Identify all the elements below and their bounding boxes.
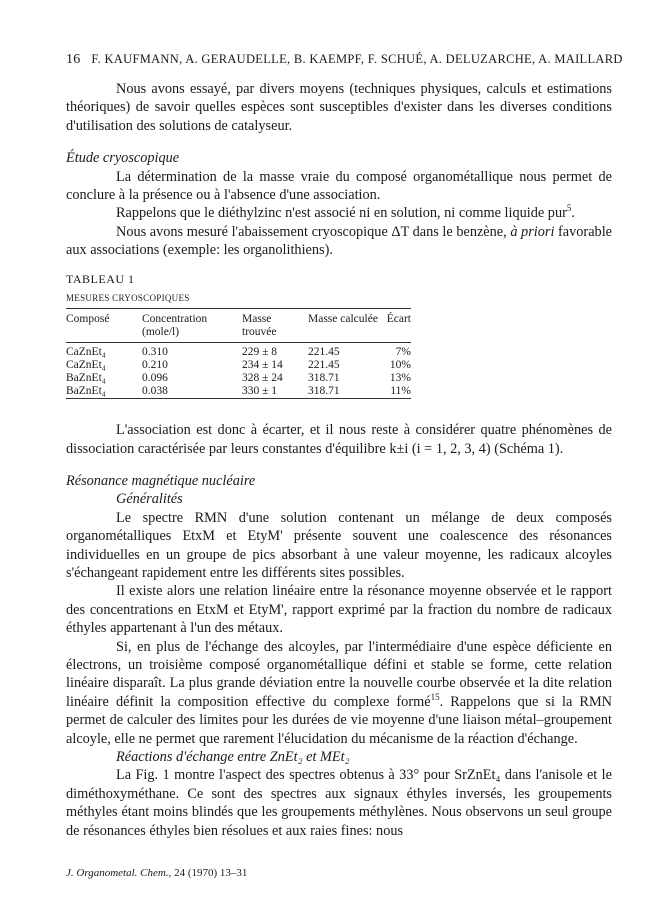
subheading-reactions: Réactions d'échange entre ZnEt₂ et MEt₂ xyxy=(116,749,350,766)
intro-paragraph: Nous avons essayé, par divers moyens (techniques physiques, calculs et estimations théoriques) de savoir quelles espèces sont susceptibles d'exister dans les diverses conditions d'utilisation des solutions de catalyseur. xyxy=(66,81,612,134)
journal-name: J. Organometal. Chem., xyxy=(66,867,172,879)
reference-marker: 15 xyxy=(430,692,440,703)
journal-citation: 24 (1970) 13–31 xyxy=(174,867,248,879)
table-subtitle: MESURES CRYOSCOPIQUES xyxy=(66,292,190,303)
running-header xyxy=(66,52,623,68)
section-heading-cryoscopy: Étude cryoscopique xyxy=(66,150,180,167)
reference-marker: 5 xyxy=(566,203,572,214)
cryo-paragraph-3: Nous avons mesuré l'abaissement cryoscopique ΔT dans le benzène, à priori favorable aux associations (exemple: les organolithiens). xyxy=(66,223,613,259)
nmr-paragraph-1: Le spectre RMN d'une solution contenant un mélange de deux composés organométalliques EtxM et EtyM' présente souvent une coalescence des résonances individuelles en un groupe de pics absorbant à une valeur moyenne, les radicaux alcoyles s'échangeant rapidement entre les différents sites possibles. xyxy=(66,509,612,581)
author-list: F. KAUFMANN, A. GERAUDELLE, B. KAEMPF, F. SCHUÉ, A. DELUZARCHE, A. MAILLARD xyxy=(91,52,623,66)
section-heading-nmr: Résonance magnétique nucléaire xyxy=(66,472,256,489)
journal-footer xyxy=(66,867,247,879)
cryo-paragraph-2: Rappelons que le diéthylzinc n'est associé ni en solution, ni comme liquide pur$^5$. xyxy=(116,203,575,222)
col-header-compose: Composé xyxy=(66,312,110,325)
page-number: 16 xyxy=(66,52,81,67)
table-row: BaZnEt₄ 0.038 330 ± 1 318.71 11% xyxy=(66,385,411,398)
cryoscopy-table xyxy=(66,308,411,400)
table-title: TABLEAU 1 xyxy=(66,271,135,286)
col-header-concentration: Concentration (mole/l) xyxy=(142,312,208,338)
nmr-paragraph-4: La Fig. 1 montre l'aspect des spectres obtenus à 33° pour SrZnEt₄ dans l'anisole et le diméthoxyméthane. Ce sont des spectres aux signaux éthyles inversés, les groupements méthyles étant moins blindés que les groupements méthylènes. Nous observons un seul groupe de résonances éthyles bien résolues et aux raies fines: nous xyxy=(66,767,612,839)
nmr-paragraph-3: Si, en plus de l'échange des alcoyles, par l'intermédiaire d'une espèce déficiente en électrons, un troisième composé organométallique défini et stable se forme, cette relation linéaire disparaît. La plus grande déviation entre la nouvelle courbe observée et la dite relation linéaire définit la composition effective du complexe formé$^{15}$. Rappelons que si la RMN permet de calculer des limites pour les durées de vie moyenne d'une liaison métal–groupement alcoyle, elle ne permet que rarement l'élucidation du mécanisme de la réaction d'échange. xyxy=(66,638,612,747)
subheading-generalites: Généralités xyxy=(116,491,183,508)
col-header-masse-calculee: Masse calculée xyxy=(308,312,378,325)
col-header-masse-trouvee: Masse trouvée xyxy=(242,312,277,338)
table-row: BaZnEt₄ 0.096 328 ± 24 318.71 13% xyxy=(66,372,411,385)
table-row: CaZnEt₄ 0.310 229 ± 8 221.45 7% xyxy=(66,346,411,359)
cryo-paragraph-1: La détermination de la masse vraie du composé organométallique nous permet de conclure à la présence ou à l'absence d'une association. xyxy=(66,168,612,204)
page-body xyxy=(66,80,612,840)
dissociation-paragraph: L'association est donc à écarter, et il nous reste à considérer quatre phénomènes de dissociation caractérisée par leurs constantes d'équilibre k±i (i = 1, 2, 3, 4) (Schéma 1). xyxy=(66,422,612,457)
nmr-paragraph-2: Il existe alors une relation linéaire entre la résonance moyenne observée et le rapport des concentrations en EtxM et EtyM', rapport exprimé par la fraction du nombre de radicaux éthyles appartenant à l'un des métaux. xyxy=(66,583,612,637)
col-header-ecart: Écart xyxy=(386,312,411,325)
table-row: CaZnEt₄ 0.210 234 ± 14 221.45 10% xyxy=(66,359,411,372)
